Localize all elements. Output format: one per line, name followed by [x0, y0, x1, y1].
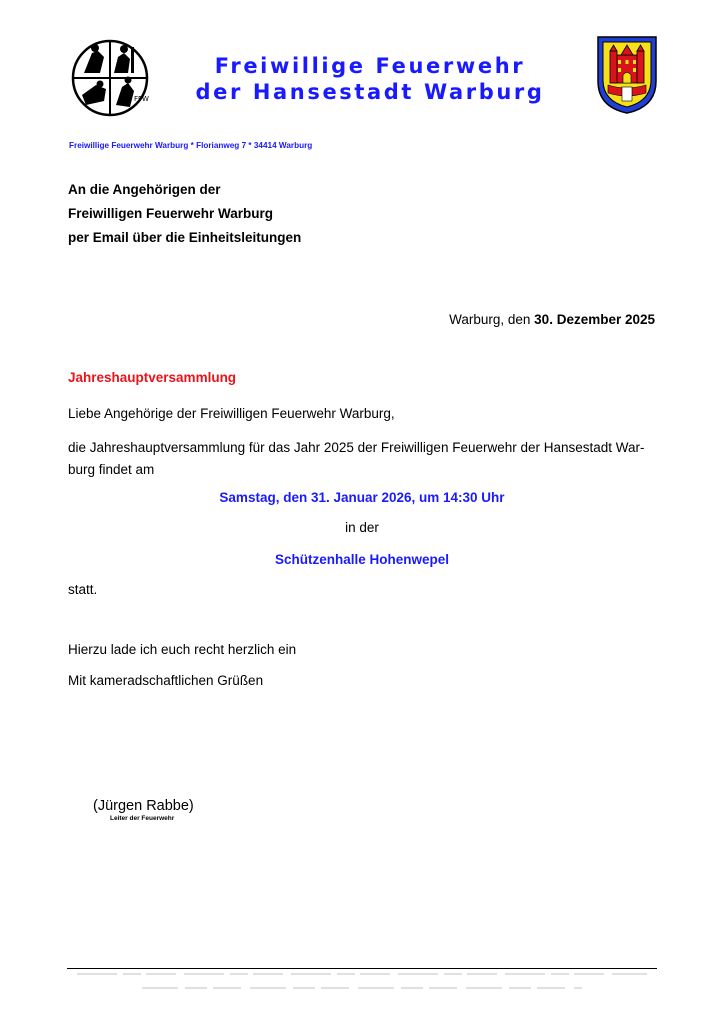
- letter-date: [449, 312, 655, 327]
- footer-divider: [67, 968, 657, 969]
- header-title-line1: Freiwillige Feuerwehr: [214, 54, 526, 78]
- recipient-line-1: An die Angehörigen der: [68, 182, 221, 197]
- recipient-line-2: Freiwilligen Feuerwehr Warburg: [68, 206, 274, 221]
- fire-brigade-emblem-icon: [70, 39, 150, 117]
- letter-subject: Jahreshauptversammlung: [68, 370, 237, 385]
- in-der-text: in der: [345, 520, 379, 535]
- signature-name: (Jürgen Rabbe): [93, 798, 194, 814]
- intro-paragraph: die Jahreshauptversammlung für das Jahr 2025 der Freiwilligen Feuerwehr der Hansestadt War-burg findet am: [68, 440, 645, 477]
- signature-role: Leiter der Feuerwehr: [110, 815, 175, 822]
- date-prefix: Warburg, den: [449, 312, 535, 327]
- footer-faint-text-2: [67, 985, 657, 993]
- invitation-text: Hierzu lade ich euch recht herzlich ein: [68, 642, 297, 657]
- sender-address-line: Freiwillige Feuerwehr Warburg * Florianweg 7 * 34414 Warburg: [69, 141, 313, 150]
- footer-faint-text-1: [67, 971, 657, 979]
- footer-faint-dashes: [67, 971, 657, 977]
- coat-of-arms-icon: [596, 35, 658, 115]
- date-value: 30. Dezember 2025: [534, 312, 655, 327]
- closing-text: Mit kameradschaftlichen Grüßen: [68, 673, 264, 688]
- footer-faint-dashes-2: [67, 985, 657, 991]
- recipient-line-3: per Email über die Einheitsleitungen: [68, 230, 302, 245]
- event-datetime: Samstag, den 31. Januar 2026, um 14:30 Uhr: [219, 490, 505, 505]
- greeting: Liebe Angehörige der Freiwilligen Feuerwehr Warburg,: [68, 406, 395, 421]
- svg-text:FFW: FFW: [134, 95, 149, 103]
- header-title-line2: der Hansestadt Warburg: [195, 80, 545, 104]
- statt-text: statt.: [68, 582, 98, 597]
- event-location: Schützenhalle Hohenwepel: [274, 552, 450, 567]
